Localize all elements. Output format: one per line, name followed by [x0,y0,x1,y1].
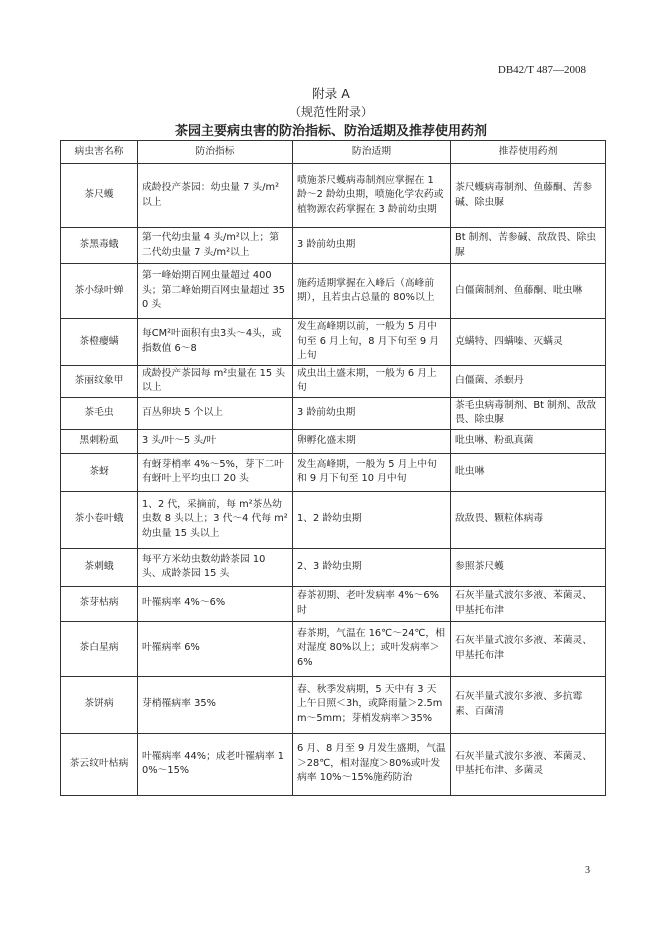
table-header-row [61,141,606,164]
cell-pesticide: 石灰半量式波尔多液、多抗霉素、百菌清 [451,676,606,733]
cell-pesticide: 石灰半量式波尔多液、苯菌灵、甲基托布津、多菌灵 [451,733,606,795]
table-row [61,164,606,228]
table-row [61,491,606,548]
column-header-pesticide: 推荐使用药剂 [451,141,606,164]
table-row [61,397,606,429]
cell-pesticide: 敌敌畏、颗粒体病毒 [451,491,606,548]
appendix-heading [0,84,662,142]
cell-pest-name: 茶小卷叶蛾 [61,491,138,548]
cell-pesticide: 吡虫啉 [451,453,606,491]
column-header-period: 防治适期 [293,141,451,164]
cell-pest-name: 茶橙瘿螨 [61,319,138,366]
cell-control-period: 2、3 龄幼虫期 [293,548,451,586]
cell-pesticide: 白僵菌、杀螟丹 [451,365,606,397]
cell-pest-name: 茶黑毒蛾 [61,228,138,264]
cell-pest-name: 茶小绿叶蝉 [61,264,138,319]
cell-pest-name: 茶云纹叶枯病 [61,733,138,795]
table-row [61,733,606,795]
table-row [61,319,606,366]
cell-pesticide: 白僵菌制剂、鱼藤酮、吡虫啉 [451,264,606,319]
column-header-index: 防治指标 [138,141,293,164]
cell-pesticide: 石灰半量式波尔多液、苯菌灵、甲基托布津 [451,621,606,676]
table-row [61,586,606,621]
cell-pest-name: 茶刺蛾 [61,548,138,586]
cell-pesticide: 茶毛虫病毒制剂、Bt 制剂、敌敌畏、除虫脲 [451,397,606,429]
cell-control-period: 1、2 龄幼虫期 [293,491,451,548]
cell-pest-name: 茶尺蠖 [61,164,138,228]
table-row [61,676,606,733]
table-row [61,365,606,397]
cell-control-period: 发生高峰期，一般为 5 月上中旬和 9 月下旬至 10 月中旬 [293,453,451,491]
page-number: 3 [585,865,590,876]
document-code: DB42/T 487—2008 [497,64,586,76]
cell-control-index: 第一峰始期百网虫量超过 400 头；第二峰始期百网虫量超过 350 头 [138,264,293,319]
cell-pesticide: 克螨特、四螨嗪、灭螨灵 [451,319,606,366]
cell-pesticide: 吡虫啉、粉虱真菌 [451,429,606,453]
cell-control-period: 成虫出土盛末期，一般为 6 月上旬 [293,365,451,397]
cell-control-index: 每平方米幼虫数幼龄茶园 10 头、成龄茶园 15 头 [138,548,293,586]
cell-control-index: 百丛卵块 5 个以上 [138,397,293,429]
cell-control-index: 叶罹病率 6% [138,621,293,676]
table-row [61,548,606,586]
cell-pesticide: 参照茶尺蠖 [451,548,606,586]
appendix-type: （规范性附录） [288,105,373,119]
table-row [61,621,606,676]
cell-pesticide: 茶尺蠖病毒制剂、鱼藤酮、苦参碱、除虫脲 [451,164,606,228]
cell-control-index: 芽梢罹病率 35% [138,676,293,733]
cell-control-period: 春、秋季发病期，5 天中有 3 天上午日照＜3h，或降雨量＞2.5mm～5mm；芽梢发病率＞35% [293,676,451,733]
cell-control-index: 叶罹病率 4%～6% [138,586,293,621]
cell-control-period: 3 龄前幼虫期 [293,397,451,429]
column-header-name: 病虫害名称 [61,141,138,164]
table-row [61,264,606,319]
cell-control-index: 有蚜芽梢率 4%～5%，芽下二叶有蚜叶上平均虫口 20 头 [138,453,293,491]
cell-pest-name: 茶丽纹象甲 [61,365,138,397]
table-row [61,453,606,491]
cell-pest-name: 茶芽枯病 [61,586,138,621]
pest-control-table [60,140,606,796]
cell-control-period: 卵孵化盛末期 [293,429,451,453]
cell-control-period: 喷施茶尺蠖病毒制剂应掌握在 1 龄～2 龄幼虫期，喷施化学农药或植物源农药掌握在 3 龄前幼虫期 [293,164,451,228]
table-body [61,164,606,796]
cell-control-index: 1、2 代，采摘前，每 m²茶丛幼虫数 8 头以上；3 代～4 代每 m²幼虫量 15 头以上 [138,491,293,548]
cell-control-period: 发生高峰期以前，一般为 5 月中旬至 6 月上旬，8 月下旬至 9 月上旬 [293,319,451,366]
table-row [61,228,606,264]
cell-control-period: 3 龄前幼虫期 [293,228,451,264]
cell-control-period: 春茶期，气温在 16℃～24℃，相对湿度 80%以上；或叶发病率＞6% [293,621,451,676]
cell-control-index: 3 头/叶～5 头/叶 [138,429,293,453]
cell-pesticide: 石灰半量式波尔多液、苯菌灵、甲基托布津 [451,586,606,621]
cell-control-index: 叶罹病率 44%；成老叶罹病率 10%～15% [138,733,293,795]
cell-control-period: 春茶初期、老叶发病率 4%～6%时 [293,586,451,621]
cell-pest-name: 茶蚜 [61,453,138,491]
cell-pest-name: 黑刺粉虱 [61,429,138,453]
cell-pest-name: 茶饼病 [61,676,138,733]
appendix-label: 附录 A [312,86,350,101]
cell-control-index: 第一代幼虫量 4 头/m²以上；第二代幼虫量 7 头/m²以上 [138,228,293,264]
cell-control-index: 成龄投产茶园每 m²虫量在 15 头以上 [138,365,293,397]
cell-control-period: 施药适期掌握在入峰后（高峰前期），且若虫占总量的 80%以上 [293,264,451,319]
table-row [61,429,606,453]
cell-pest-name: 茶白星病 [61,621,138,676]
cell-pesticide: Bt 制剂、苦参碱、敌敌畏、除虫脲 [451,228,606,264]
appendix-title: 茶园主要病虫害的防治指标、防治适期及推荐使用药剂 [174,124,487,139]
cell-pest-name: 茶毛虫 [61,397,138,429]
cell-control-index: 成龄投产茶园：幼虫量 7 头/m²以上 [138,164,293,228]
cell-control-period: 6 月、8 月至 9 月发生盛期，气温＞28℃，相对湿度＞80%或叶发病率 10%～15%施药防治 [293,733,451,795]
cell-control-index: 每CM²叶面积有虫3头～4头，或指数值 6～8 [138,319,293,366]
